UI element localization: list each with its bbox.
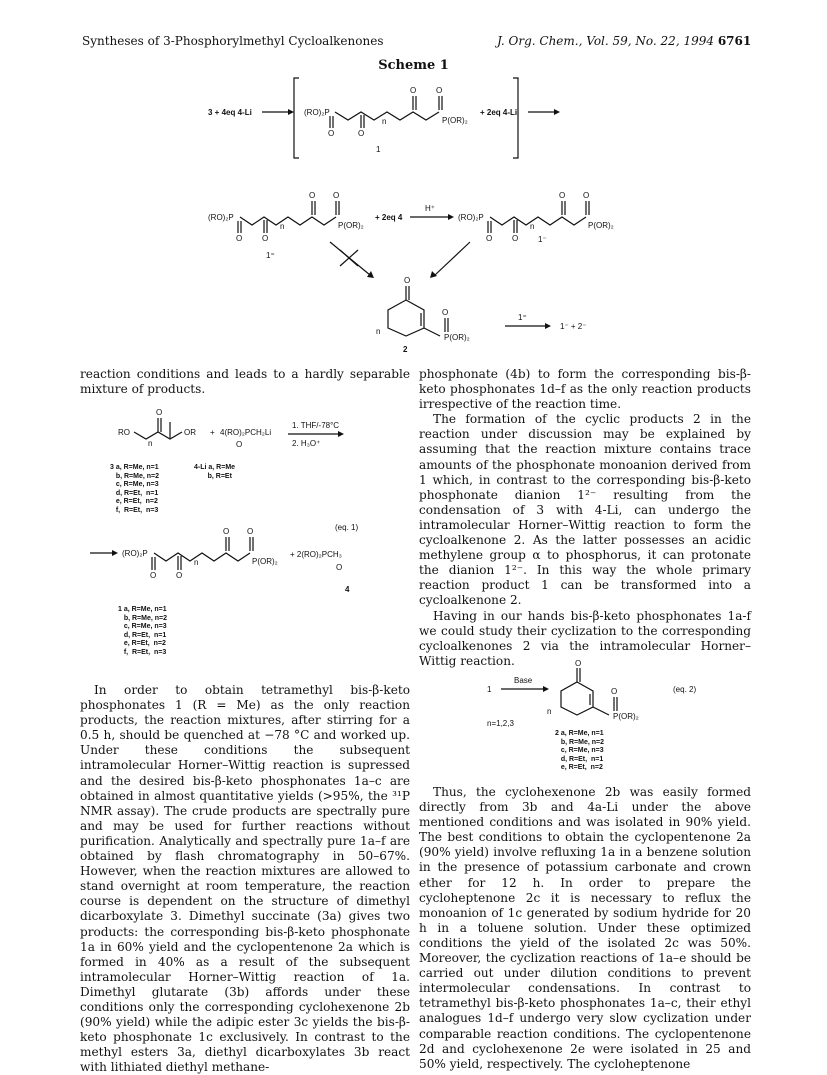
eq1-condition-2: 2. H₃O⁺: [292, 439, 321, 448]
n-values: n=1,2,3: [487, 719, 514, 728]
svg-text:O: O: [236, 234, 243, 243]
svg-text:P(OR)₂: P(OR)₂: [252, 557, 278, 566]
svg-text:(RO)₂P: (RO)₂P: [122, 549, 148, 558]
svg-text:P(OR)₂: P(OR)₂: [338, 221, 364, 230]
svg-text:n: n: [280, 222, 285, 231]
left-paragraph-2: In order to obtain tetramethyl bis-β-keto phosphonates 1 (R = Me) as the only reaction products, the reaction mixtures, after stirring for a 0.5 h, should be quenched at −78 °C and worked up. Under these conditions the subsequent intramolecular Horner–Wittig reaction is supressed and the desired bis-β-keto phosphonates 1a–c are obtained in almost quantitative yields (>95%, the ³¹P NMR assay). The crude products are spectrally pure and may be used for further reactions without purification. Analytically and spectrally pure 1a–f are obtained by flash chromatography in 50–67%. However, when the reaction mixtures are allowed to stand overnight at room temperature, the reaction course is dependent on the structure of dimethyl dicarboxylate 3. Dimethyl succinate (3a) gives two products: the corresponding bis-β-keto phosphonate 1a in 60% yield and the cyclopentenone 2a which is formed in 40% as a result of the subsequent intramolecular Horner–Wittig reaction of 1a. Dimethyl glutarate (3b) affords under these conditions only the corresponding cyclohexenone 2b (90% yield) while the adipic ester 3c yields the bis-β-keto phosphonate 1c exclusively. In contrast to the methyl esters 3a, diethyl dicarboxylates 3b react with lithiated diethyl methane-: [80, 683, 410, 1075]
svg-text:O: O: [575, 660, 582, 668]
dianion-label: 1⁼: [266, 251, 275, 260]
final-products: 1⁻ + 2⁻: [560, 322, 587, 331]
svg-text:O: O: [150, 571, 157, 580]
svg-text:(RO)₂P: (RO)₂P: [458, 213, 484, 222]
svg-text:n: n: [376, 327, 381, 336]
equation-2-figure: [419, 660, 751, 730]
svg-text:O: O: [223, 527, 230, 536]
left-paragraph-1: reaction conditions and leads to a hardly separable mixture of products.: [80, 367, 410, 397]
ro2p-left: (RO)₂P: [304, 108, 330, 117]
svg-text:n: n: [194, 558, 199, 567]
svg-text:O: O: [436, 86, 443, 95]
scheme-title: Scheme 1: [378, 58, 449, 73]
svg-text:O: O: [442, 308, 449, 317]
journal-volume: Vol. 59, No. 22, 1994: [586, 34, 714, 48]
right-column-body: [419, 785, 751, 1072]
svg-text:O: O: [559, 191, 566, 200]
svg-text:P(OR)₂: P(OR)₂: [588, 221, 614, 230]
svg-text:O: O: [404, 276, 411, 285]
svg-text:O: O: [336, 563, 343, 572]
svg-text:(eq. 2): (eq. 2): [673, 685, 697, 694]
n-subscript: n: [382, 117, 387, 126]
svg-text:O: O: [486, 234, 493, 243]
svg-text:O: O: [611, 687, 618, 696]
svg-text:+ 2eq 4: + 2eq 4: [375, 213, 403, 222]
svg-text:+: +: [210, 428, 215, 437]
eq2-list-2: 2 a, R=Me, n=1 b, R=Me, n=2 c, R=Me, n=3 d, R=Et, n=1 e, R=Et, n=2: [555, 730, 605, 772]
svg-text:O: O: [328, 129, 335, 138]
right-paragraph-3: Having in our hands bis-β-keto phosphonates 1a-f we could study their cyclization to the corresponding cycloalkenones 2 via the intramolecular Horner–Wittig reaction.: [419, 608, 751, 668]
svg-text:O: O: [236, 440, 243, 449]
journal-name: J. Org. Chem.,: [497, 34, 583, 48]
svg-text:(eq. 1): (eq. 1): [335, 523, 359, 532]
eq1-list-3: 3 a, R=Me, n=1 b, R=Me, n=2 c, R=Me, n=3 d, R=Et, n=1 e, R=Et, n=2 f, R=Et, n=3: [110, 464, 160, 514]
eq1-condition-1: 1. THF/-78°C: [292, 421, 340, 430]
svg-text:RO: RO: [118, 428, 130, 437]
svg-text:4: 4: [345, 585, 350, 594]
svg-text:O: O: [410, 86, 417, 95]
left-column: [80, 367, 410, 397]
svg-text:(RO)₂P: (RO)₂P: [208, 213, 234, 222]
svg-text:O: O: [176, 571, 183, 580]
eq1-list-4li: 4-Li a, R=Me b, R=Et: [194, 464, 236, 480]
scheme-1-figure: [0, 70, 827, 360]
compound-2-label: 2: [403, 345, 408, 354]
running-header-journal: [497, 34, 751, 48]
proton-label: H⁺: [425, 204, 435, 213]
eq1-byproduct: + 2(RO)₂PCH₃: [290, 550, 342, 559]
base-label: Base: [514, 676, 533, 685]
right-paragraph-1: phosphonate (4b) to form the corresponding bis-β-keto phosphonates 1d–f as the only reaction products irrespective of the reaction time.: [419, 367, 751, 412]
right-paragraph-2: The formation of the cyclic products 2 in the reaction under discussion may be explained by assuming that the reaction mixture contains trace amounts of the phosphonate monoanion derived from 1 which, in contrast to the corresponding bis-β-keto phosphonate dianion 1²⁻ resulting from the condensation of 3 with 4-Li, can undergo the intramolecular Horner–Wittig reaction to form the cycloalkenone 2. As the latter possesses an acidic methylene group α to phosphorus, it can protonate the dianion 1²⁻. In this way the whole primary reaction product 1 can be transformed into a cycloalkenone 2.: [419, 412, 751, 608]
monoanion-label: 1⁻: [538, 235, 547, 244]
left-column-body: [80, 683, 410, 1075]
scheme-reagents: 3 + 4eq 4-Li: [208, 108, 252, 117]
svg-text:1⁼: 1⁼: [518, 313, 527, 322]
svg-text:n: n: [547, 707, 552, 716]
right-column: [419, 367, 751, 669]
svg-text:O: O: [333, 191, 340, 200]
por2-right: P(OR)₂: [442, 116, 468, 125]
svg-text:O: O: [156, 408, 163, 417]
svg-text:n: n: [148, 439, 153, 448]
svg-text:O: O: [583, 191, 590, 200]
right-paragraph-4: Thus, the cyclohexenone 2b was easily formed directly from 3b and 4a-Li under the above mentioned conditions and was isolated in 90% yield. The best conditions to obtain the cyclopentenone 2a (90% yield) involve refluxing 1a in a benzene solution in the presence of potassium carbonate and crown ether for 12 h. In order to prepare the cycloheptenone 2c it is necessary to reflux the monoanion of 1c generated by sodium hydride for 20 h in a toluene solution. Under these optimized conditions the yield of the isolated 2c was 50%. Moreover, the cyclization reactions of 1a–e should be carried out under dilution conditions to prevent intermolecular condensations. In contrast to tetramethyl bis-β-keto phosphonates 1a–c, their ethyl analogues 1d–f undergo very slow cyclization under comparable reaction conditions. The cyclopentenone 2d and cyclohexenone 2e were isolated in 25 and 50% yield, respectively. The cycloheptenone: [419, 785, 751, 1071]
svg-text:1: 1: [487, 685, 492, 694]
svg-text:O: O: [309, 191, 316, 200]
svg-text:O: O: [358, 129, 365, 138]
svg-text:+ 2eq 4-Li: + 2eq 4-Li: [480, 108, 518, 117]
svg-text:P(OR)₂: P(OR)₂: [444, 333, 470, 342]
eq1-reagent: 4(RO)₂PCH₂Li: [220, 428, 272, 437]
compound-1-label: 1: [376, 145, 381, 154]
svg-text:P(OR)₂: P(OR)₂: [613, 712, 639, 721]
running-header-title: Syntheses of 3-Phosphorylmethyl Cycloalkenones: [82, 34, 384, 48]
svg-text:O: O: [262, 234, 269, 243]
svg-text:n: n: [530, 222, 535, 231]
svg-text:O: O: [512, 234, 519, 243]
svg-text:OR: OR: [184, 428, 196, 437]
svg-text:O: O: [247, 527, 254, 536]
page-number: 6761: [717, 34, 752, 48]
eq1-list-1: 1 a, R=Me, n=1 b, R=Me, n=2 c, R=Me, n=3 d, R=Et, n=1 e, R=Et, n=2 f, R=Et, n=3: [118, 606, 168, 656]
